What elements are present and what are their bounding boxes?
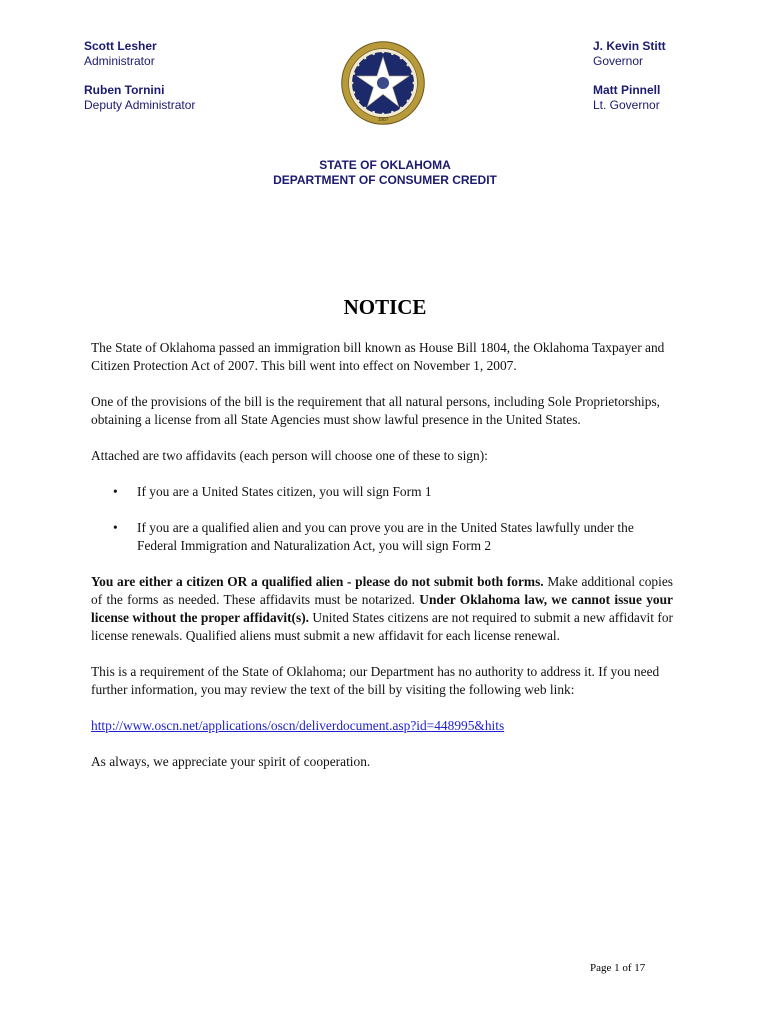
notice-title: NOTICE xyxy=(343,295,427,319)
governor-title: Governor xyxy=(593,54,644,68)
bullet-icon: • xyxy=(113,484,118,499)
warning-bold-citizen: You are either a citizen OR a qualified alien - please do not submit both forms. xyxy=(91,574,544,589)
administrator-name: Scott Lesher xyxy=(84,39,157,53)
bullet-text-form1: If you are a United States citizen, you will sign Form 1 xyxy=(137,484,432,499)
bullet-icon: • xyxy=(113,520,118,535)
warning-text-copies: Make additional copies of the forms as needed. These affidavits must be notarized. xyxy=(91,574,674,607)
notice-body xyxy=(91,339,673,789)
page-number: Page 1 of 17 xyxy=(590,962,646,974)
warning-bold-law: Under Oklahoma law, we cannot issue your license without the proper affidavit(s). xyxy=(91,592,673,625)
paragraph-provisions: One of the provisions of the bill is the requirement that all natural persons, including Sole Proprietorships, obtaining a license from all State Agencies must show lawful presence in the United States. xyxy=(91,394,660,427)
administrator-title: Administrator xyxy=(84,54,155,68)
svg-text:1907: 1907 xyxy=(377,116,389,123)
state-seal-logo xyxy=(340,40,426,126)
header-left-officials xyxy=(84,39,195,113)
bullet-item-form1 xyxy=(91,483,673,501)
paragraph-house-bill: The State of Oklahoma passed an immigration bill known as House Bill 1804, the Oklahoma Taxpayer and Citizen Protection Act of 2007. This bill went into effect on November 1, 2007. xyxy=(91,340,665,373)
bullet-text-form2: If you are a qualified alien and you can prove you are in the United States lawfully under the Federal Immigration and Naturalization Act, you will sign Form 2 xyxy=(137,520,634,553)
paragraph-requirement: This is a requirement of the State of Oklahoma; our Department has no authority to address it. If you need further information, you may review the text of the bill by visiting the following web link: xyxy=(91,664,660,697)
paragraph-attached: Attached are two affidavits (each person will choose one of these to sign): xyxy=(91,448,488,463)
bullet-item-form2 xyxy=(91,519,673,555)
agency-state-line: STATE OF OKLAHOMA xyxy=(319,158,451,172)
deputy-administrator-title: Deputy Administrator xyxy=(84,98,196,112)
warning-text-renewals: United States citizens are not required to submit a new affidavit for license renewals. Qualified aliens must submit a new affidavit for each license renewal. xyxy=(91,610,673,643)
paragraph-closing: As always, we appreciate your spirit of cooperation. xyxy=(91,754,371,769)
deputy-administrator-name: Ruben Tornini xyxy=(84,83,165,97)
agency-heading xyxy=(0,158,770,188)
lt-governor-name: Matt Pinnell xyxy=(593,83,661,97)
lt-governor-title: Lt. Governor xyxy=(593,98,660,112)
agency-department-line: DEPARTMENT OF CONSUMER CREDIT xyxy=(273,173,497,187)
governor-name: J. Kevin Stitt xyxy=(593,39,666,53)
header-right-officials xyxy=(593,39,666,113)
bill-web-link[interactable]: http://www.oscn.net/applications/oscn/deliverdocument.asp?id=448995&hits xyxy=(91,718,505,733)
paragraph-forms-warning xyxy=(91,573,673,645)
